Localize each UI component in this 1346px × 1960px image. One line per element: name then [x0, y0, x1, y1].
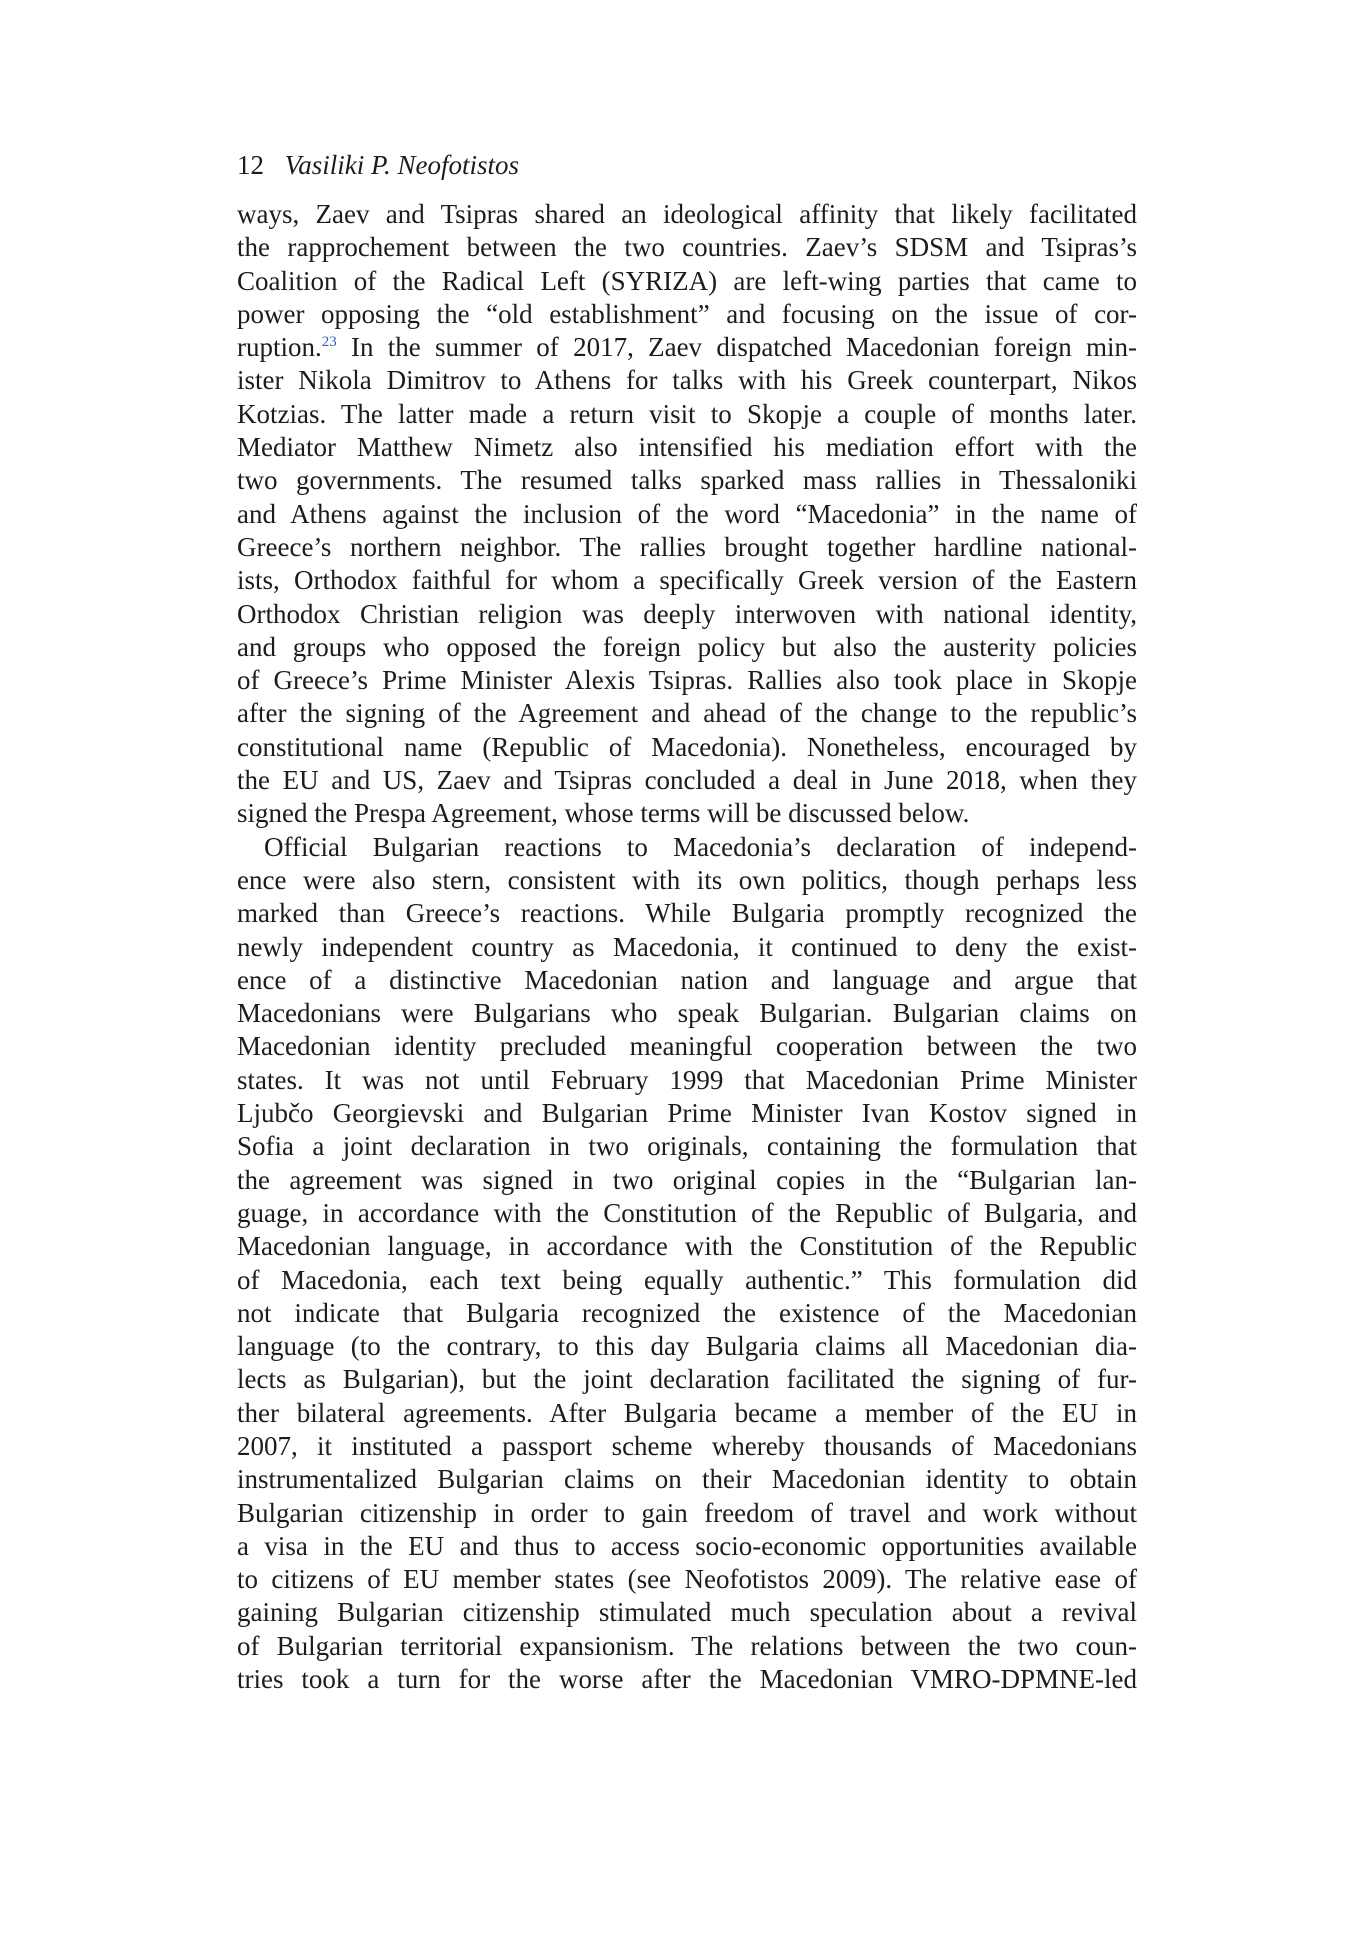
- text-line: the rapprochement between the two countries. Zaev’s SDSM and Tsipras’s: [237, 232, 1137, 263]
- body-text: [237, 198, 1137, 1696]
- text-line: of Macedonia, each text being equally authentic.” This formulation did: [237, 1264, 1137, 1295]
- text-line: two governments. The resumed talks sparked mass rallies in Thessaloniki: [237, 465, 1137, 496]
- text-line: of Greece’s Prime Minister Alexis Tsipras. Rallies also took place in Skopje: [237, 665, 1137, 696]
- text-line: Sofia a joint declaration in two originals, containing the formulation that: [237, 1131, 1137, 1162]
- text-line: ways, Zaev and Tsipras shared an ideological affinity that likely facilitated: [237, 199, 1137, 229]
- text-line: not indicate that Bulgaria recognized the existence of the Macedonian: [237, 1297, 1137, 1328]
- text-line: Mediator Matthew Nimetz also intensified his mediation effort with the: [237, 432, 1137, 463]
- text-line: language (to the contrary, to this day Bulgaria claims all Macedonian dia-: [237, 1331, 1137, 1362]
- paragraph-1: [237, 198, 1137, 831]
- text-line: ence were also stern, consistent with its own politics, though perhaps less: [237, 864, 1137, 895]
- text-line: after the signing of the Agreement and ahead of the change to the republic’s: [237, 698, 1137, 729]
- text-line: ence of a distinctive Macedonian nation and language and argue that: [237, 964, 1137, 995]
- text-line: to citizens of EU member states (see Neofotistos 2009). The relative ease of: [237, 1564, 1137, 1595]
- text-line: ther bilateral agreements. After Bulgaria became a member of the EU in: [237, 1397, 1137, 1428]
- text-line: of Bulgarian territorial expansionism. The relations between the two coun-: [237, 1630, 1137, 1661]
- text-line: Official Bulgarian reactions to Macedonia’s declaration of independ-: [264, 831, 1137, 862]
- text-line: and groups who opposed the foreign policy but also the austerity policies: [237, 631, 1137, 662]
- text-line: a visa in the EU and thus to access socio-economic opportunities available: [237, 1530, 1137, 1561]
- text-line: power opposing the “old establishment” and focusing on the issue of cor-: [237, 298, 1137, 329]
- text-line: and Athens against the inclusion of the word “Macedonia” in the name of: [237, 498, 1137, 529]
- text-segment: ruption.: [237, 332, 322, 363]
- paragraph-2: [237, 831, 1137, 1697]
- text-line: Kotzias. The latter made a return visit to Skopje a couple of months later.: [237, 398, 1137, 429]
- text-line: Macedonian identity precluded meaningful cooperation between the two: [237, 1031, 1137, 1062]
- text-line: Ljubčo Georgievski and Bulgarian Prime Minister Ivan Kostov signed in: [237, 1098, 1137, 1129]
- text-line: lects as Bulgarian), but the joint declaration facilitated the signing of fur-: [237, 1364, 1137, 1395]
- page-number: 12: [237, 150, 264, 180]
- text-line: marked than Greece’s reactions. While Bulgaria promptly recognized the: [237, 898, 1137, 929]
- running-head-author: Vasiliki P. Neofotistos: [284, 150, 520, 180]
- text-segment: In the summer of 2017, Zaev dispatched Macedonian foreign min-: [351, 332, 1137, 363]
- footnote-reference[interactable]: 23: [321, 334, 337, 351]
- text-line: Orthodox Christian religion was deeply interwoven with national identity,: [237, 598, 1137, 629]
- running-head: [237, 148, 519, 182]
- text-line: signed the Prespa Agreement, whose terms will be discussed below.: [237, 798, 970, 829]
- text-line: Macedonian language, in accordance with the Constitution of the Republic: [237, 1231, 1137, 1262]
- text-line: Greece’s northern neighbor. The rallies brought together hardline national-: [237, 531, 1137, 562]
- text-line: guage, in accordance with the Constitution of the Republic of Bulgaria, and: [237, 1197, 1137, 1228]
- text-line: 2007, it instituted a passport scheme whereby thousands of Macedonians: [237, 1430, 1137, 1461]
- text-line: Macedonians were Bulgarians who speak Bulgarian. Bulgarian claims on: [237, 998, 1137, 1029]
- text-line: Coalition of the Radical Left (SYRIZA) are left-wing parties that came to: [237, 265, 1137, 296]
- text-line: states. It was not until February 1999 that Macedonian Prime Minister: [237, 1064, 1137, 1095]
- text-line: Bulgarian citizenship in order to gain freedom of travel and work without: [237, 1497, 1137, 1528]
- text-line: the agreement was signed in two original copies in the “Bulgarian lan-: [237, 1164, 1137, 1195]
- text-line: newly independent country as Macedonia, it continued to deny the exist-: [237, 931, 1137, 962]
- text-line: ists, Orthodox faithful for whom a specifically Greek version of the Eastern: [237, 565, 1137, 596]
- text-line: instrumentalized Bulgarian claims on their Macedonian identity to obtain: [237, 1464, 1137, 1495]
- text-line: [237, 331, 1137, 364]
- text-line: the EU and US, Zaev and Tsipras concluded a deal in June 2018, when they: [237, 765, 1137, 796]
- text-line: tries took a turn for the worse after the Macedonian VMRO-DPMNE-led: [237, 1664, 1137, 1695]
- text-line: constitutional name (Republic of Macedonia). Nonetheless, encouraged by: [237, 731, 1137, 762]
- text-line: gaining Bulgarian citizenship stimulated much speculation about a revival: [237, 1597, 1137, 1628]
- text-line: ister Nikola Dimitrov to Athens for talks with his Greek counterpart, Nikos: [237, 365, 1137, 396]
